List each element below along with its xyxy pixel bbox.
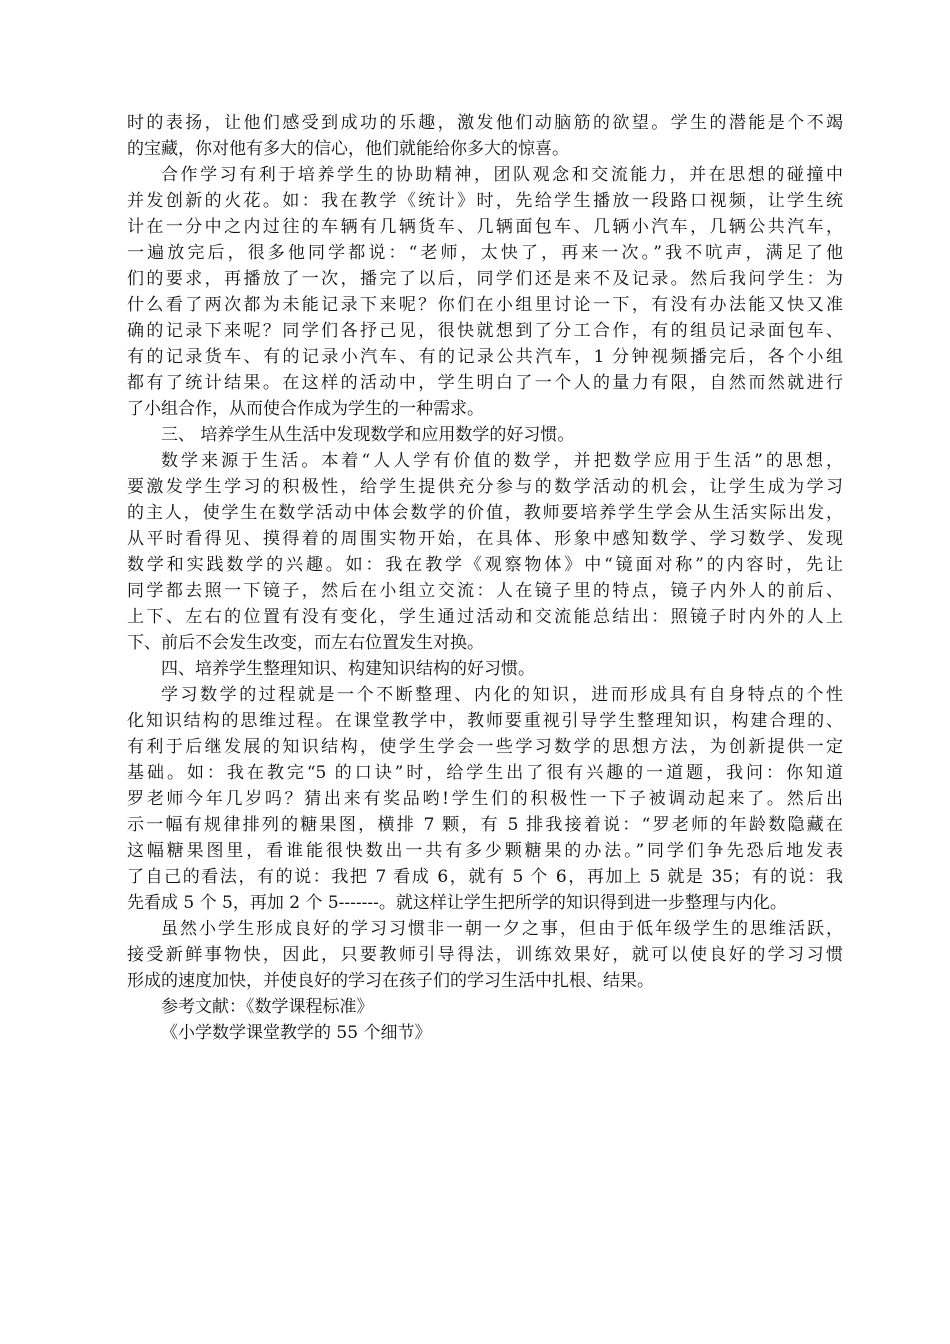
text-line: 学习数学的过程就是一个不断整理、内化的知识，进而形成具有自身特点的个性 xyxy=(161,685,843,705)
text-line: 计在一分中之内过往的车辆有几辆货车、几辆面包车、几辆小汽车，几辆公共汽车， xyxy=(127,217,843,237)
text-line: 数学来源于生活。本着“人人学有价值的数学，并把数学应用于生活”的思想， xyxy=(161,451,843,471)
text-line: 同学都去照一下镜子，然后在小组立交流：人在镜子里的特点，镜子内外人的前后、 xyxy=(127,581,843,601)
text-line: 的宝藏，你对他有多大的信心，他们就能给你多大的惊喜。 xyxy=(127,139,569,159)
text-line: 有的记录货车、有的记录小汽车、有的记录公共汽车，1 分钟视频播完后，各个小组 xyxy=(127,347,843,367)
text-line: 时的表扬，让他们感受到成功的乐趣，激发他们动脑筋的欲望。学生的潜能是个不竭 xyxy=(127,113,843,133)
text-line: 三、 培养学生从生活中发现数学和应用数学的好习惯。 xyxy=(161,425,575,445)
text-line: 下、前后不会发生改变，而左右位置发生对换。 xyxy=(127,633,484,653)
text-line: 从平时看得见、摸得着的周围实物开始，在具体、形象中感知数学、学习数学、发现 xyxy=(127,529,843,549)
document-body xyxy=(127,110,843,1046)
text-line: 先看成 5 个 5，再加 2 个 5-------。就这样让学生把所学的知识得到进一步整理与内化。 xyxy=(127,893,787,913)
text-line: 形成的速度加快，并使良好的学习在孩子们的学习生活中扎根、结果。 xyxy=(127,971,654,991)
text-line: 都有了统计结果。在这样的活动中，学生明白了一个人的量力有限，自然而然就进行 xyxy=(127,373,843,393)
text-line: 并发创新的火花。如：我在教学《统计》时，先给学生播放一段路口视频，让学生统 xyxy=(127,191,843,211)
text-line: 基础。如：我在教完“5 的口诀”时，给学生出了很有兴趣的一道题，我问：你知道 xyxy=(127,763,843,783)
text-line: 示一幅有规律排列的糖果图，横排 7 颗，有 5 排我接着说：“罗老师的年龄数隐藏在 xyxy=(127,815,843,835)
text-line: 什么看了两次都为未能记录下来呢？你们在小组里讨论一下，有没有办法能又快又准 xyxy=(127,295,843,315)
text-line: 罗老师今年几岁吗？猜出来有奖品哟!学生们的积极性一下子被调动起来了。然后出 xyxy=(127,789,843,809)
text-line: 数学和实践数学的兴趣。如：我在教学《观察物体》中“镜面对称”的内容时，先让 xyxy=(127,555,843,575)
text-line: 了小组合作，从而使合作成为学生的一种需求。 xyxy=(127,399,484,419)
text-line: 化知识结构的思维过程。在课堂教学中，教师要重视引导学生整理知识，构建合理的、 xyxy=(127,711,843,731)
text-line: 了自己的看法，有的说：我把 7 看成 6，就有 5 个 6，再加上 5 就是 35；有的说：我 xyxy=(127,867,843,887)
text-line: 一遍放完后，很多他同学都说：“老师，太快了，再来一次。”我不吭声，满足了他 xyxy=(127,243,843,263)
text-line: 确的记录下来呢？同学们各抒己见，很快就想到了分工合作，有的组员记录面包车、 xyxy=(127,321,843,341)
text-line: 合作学习有利于培养学生的协助精神，团队观念和交流能力，并在思想的碰撞中 xyxy=(161,165,843,185)
text-line: 虽然小学生形成良好的学习习惯非一朝一夕之事，但由于低年级学生的思维活跃， xyxy=(161,919,843,939)
text-line: 要激发学生学习的积极性，给学生提供充分参与的数学活动的机会，让学生成为学习 xyxy=(127,477,843,497)
text-line: 有利于后继发展的知识结构，使学生学会一些学习数学的思想方法，为创新提供一定 xyxy=(127,737,843,757)
text-line: 上下、左右的位置有没有变化，学生通过活动和交流能总结出：照镜子时内外的人上 xyxy=(127,607,843,627)
text-line: 接受新鲜事物快，因此，只要教师引导得法，训练效果好，就可以使良好的学习习惯 xyxy=(127,945,843,965)
text-line: 四、培养学生整理知识、构建知识结构的好习惯。 xyxy=(161,659,535,679)
text-line: 的主人，使学生在数学活动中体会数学的价值，教师要培养学生学会从生活实际出发， xyxy=(127,503,843,523)
text-line: 们的要求，再播放了一次，播完了以后，同学们还是来不及记录。然后我问学生：为 xyxy=(127,269,843,289)
text-line: 参考文献：《数学课程标准》 xyxy=(161,997,374,1017)
text-line: 这幅糖果图里，看谁能很快数出一共有多少颗糖果的办法。”同学们争先恐后地发表 xyxy=(127,841,843,861)
text-line: 《小学数学课堂教学的 55 个细节》 xyxy=(161,1023,432,1043)
